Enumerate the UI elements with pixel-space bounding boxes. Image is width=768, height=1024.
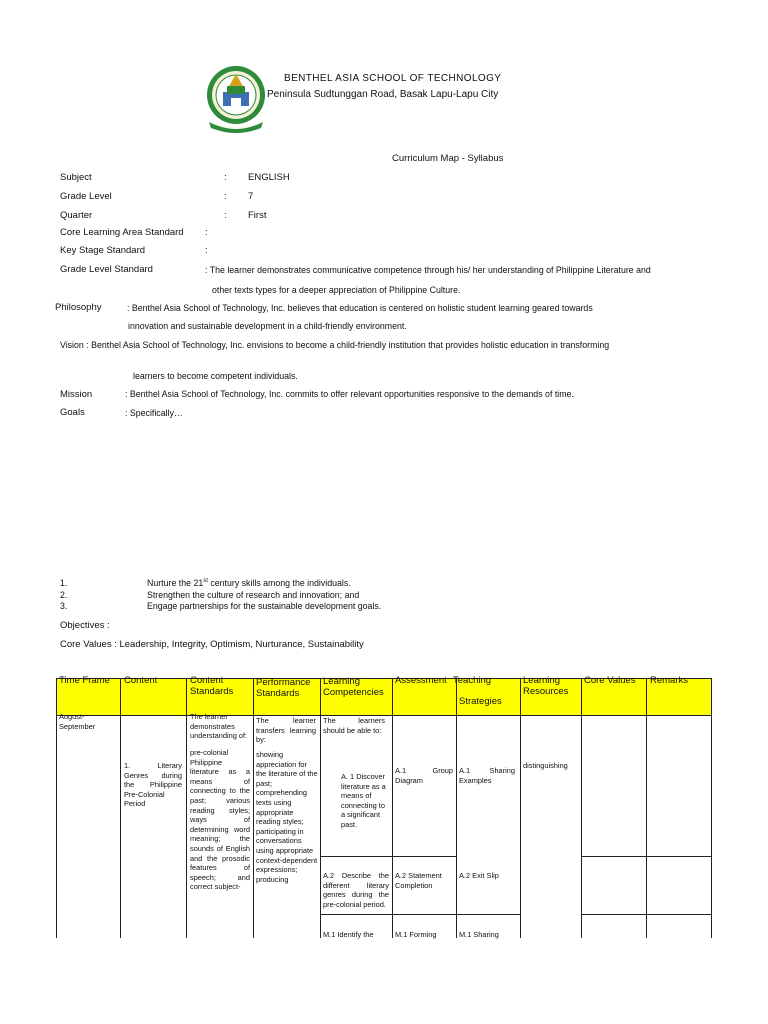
objectives-label: Objectives : — [60, 620, 110, 631]
core-values-line: Core Values : Leadership, Integrity, Optimism, Nurturance, Sustainability — [60, 639, 364, 650]
goals-label: Goals — [60, 407, 85, 418]
header-core-values: Core Values — [584, 675, 636, 686]
cell-performance-2: showing appreciation for the literature of the past; comprehending texts using appropriate reading styles; participating in conversations using appropriate context-dependent expressions; producing — [256, 750, 318, 884]
goal-item: Engage partnerships for the sustainable development goals. — [147, 601, 382, 611]
header-learning-resources: Learning Resources — [523, 675, 569, 697]
cell-teaching-3: M.1 Sharing — [459, 930, 499, 939]
cell-content-standards-2: pre-colonial Philippine literature as a means of connecting to the past; various reading styles; ways of determining word meaning; the sounds of English and the prosodic features of speech; and correct subject- — [190, 748, 250, 892]
philosophy-label: Philosophy — [55, 302, 102, 313]
table-rule — [120, 678, 121, 938]
school-address: Peninsula Sudtunggan Road, Basak Lapu-Lapu City — [267, 89, 499, 100]
goals-text: : Specifically… — [125, 408, 183, 418]
vision-text: Vision : Benthel Asia School of Technology, Inc. envisions to become a child-friendly institution that provides holistic education in transforming — [60, 340, 610, 350]
colon: : — [205, 227, 208, 238]
grade-level-standard-label: Grade Level Standard — [60, 264, 153, 275]
goal-number: 3. — [60, 601, 68, 611]
grade-level-value: 7 — [248, 191, 254, 202]
philosophy-text: : Benthel Asia School of Technology, Inc. believes that education is centered on holistic student learning geared towards — [127, 303, 593, 313]
goal-text-post: century skills among the individuals. — [207, 578, 351, 588]
table-rule — [392, 678, 393, 938]
cell-assessment-3: M.1 Forming — [395, 930, 437, 939]
colon: : — [224, 172, 227, 183]
goal-text: Nurture the 21 — [147, 578, 204, 588]
document-title: Curriculum Map - Syllabus — [392, 153, 504, 164]
table-rule — [320, 856, 456, 857]
goal-number: 1. — [60, 578, 68, 588]
subject-value: ENGLISH — [248, 172, 290, 183]
grade-level-standard-text: : The learner demonstrates communicative competence through his/ her understanding of Philippine Literature and — [205, 265, 651, 275]
table-rule — [253, 678, 254, 938]
cell-competencies-2: A. 1 Discover literature as a means of connecting to a significant past. — [341, 772, 386, 829]
table-rule — [320, 914, 520, 915]
cell-assessment-2: A.2 Statement Completion — [395, 871, 442, 890]
header-content: Content — [124, 675, 158, 686]
cell-competencies-3: A.2 Describe the different literary genres during the pre-colonial period. — [323, 871, 389, 909]
quarter-value: First — [248, 210, 267, 221]
table-rule — [456, 678, 457, 938]
core-learning-area-label: Core Learning Area Standard — [60, 227, 184, 238]
header-strategies: Strategies — [459, 696, 502, 707]
table-rule — [520, 678, 521, 938]
table-rule — [186, 678, 187, 938]
cell-competencies-4: M.1 Identify the — [323, 930, 374, 939]
goal-item — [147, 578, 351, 588]
colon: : — [224, 191, 227, 202]
header-teaching: Teaching — [453, 675, 492, 686]
table-rule — [320, 678, 321, 938]
table-rule — [711, 678, 712, 938]
key-stage-label: Key Stage Standard — [60, 245, 146, 256]
school-seal-icon — [205, 62, 267, 136]
cell-teaching-2: A.2 Exit Slip — [459, 871, 499, 880]
mission-text: : Benthel Asia School of Technology, Inc. commits to offer relevant opportunities responsive to the demands of time. — [125, 389, 574, 399]
school-logo — [205, 62, 267, 136]
cell-performance: The learner transfers learning by: — [256, 716, 316, 745]
cell-teaching: A.1 Sharing Examples — [459, 766, 515, 785]
cell-assessment: A.1 Group Diagram — [395, 766, 453, 785]
subject-label: Subject — [60, 172, 92, 183]
philosophy-text-2: innovation and sustainable development in a child-friendly environment. — [128, 321, 407, 331]
grade-level-standard-text-2: other texts types for a deeper appreciation of Philippine Culture. — [212, 285, 461, 295]
table-rule — [56, 678, 57, 938]
table-rule — [646, 678, 647, 938]
header-performance-standards: Performance Standards — [256, 677, 311, 699]
cell-content-standards: The learner demonstrates understanding of: — [190, 712, 248, 741]
goal-item: Strengthen the culture of research and innovation; and — [147, 590, 360, 600]
vision-text-2: learners to become competent individuals. — [133, 371, 298, 381]
cell-time-frame: August-September — [59, 712, 96, 731]
table-rule — [581, 678, 582, 938]
school-name: BENTHEL ASIA SCHOOL OF TECHNOLOGY — [284, 73, 502, 84]
header-learning-competencies: Learning Competencies — [323, 676, 384, 698]
colon: : — [205, 245, 208, 256]
quarter-label: Quarter — [60, 210, 93, 221]
cell-content: 1. Literary Genres during the Philippine Pre-Colonial Period — [124, 761, 182, 809]
header-remarks: Remarks — [650, 675, 689, 686]
colon: : — [224, 210, 227, 221]
mission-label: Mission — [60, 389, 93, 400]
header-content-standards: Content Standards — [190, 675, 234, 697]
header-time-frame: Time Frame — [59, 675, 110, 686]
cell-competencies: The learners should be able to: — [323, 716, 385, 735]
cell-learning-resources: distinguishing — [523, 761, 568, 770]
goal-number: 2. — [60, 590, 68, 600]
curriculum-table — [56, 675, 712, 939]
header-assessment: Assessment — [395, 675, 447, 686]
goal-superscript: st — [203, 578, 208, 585]
grade-level-label: Grade Level — [60, 191, 112, 202]
